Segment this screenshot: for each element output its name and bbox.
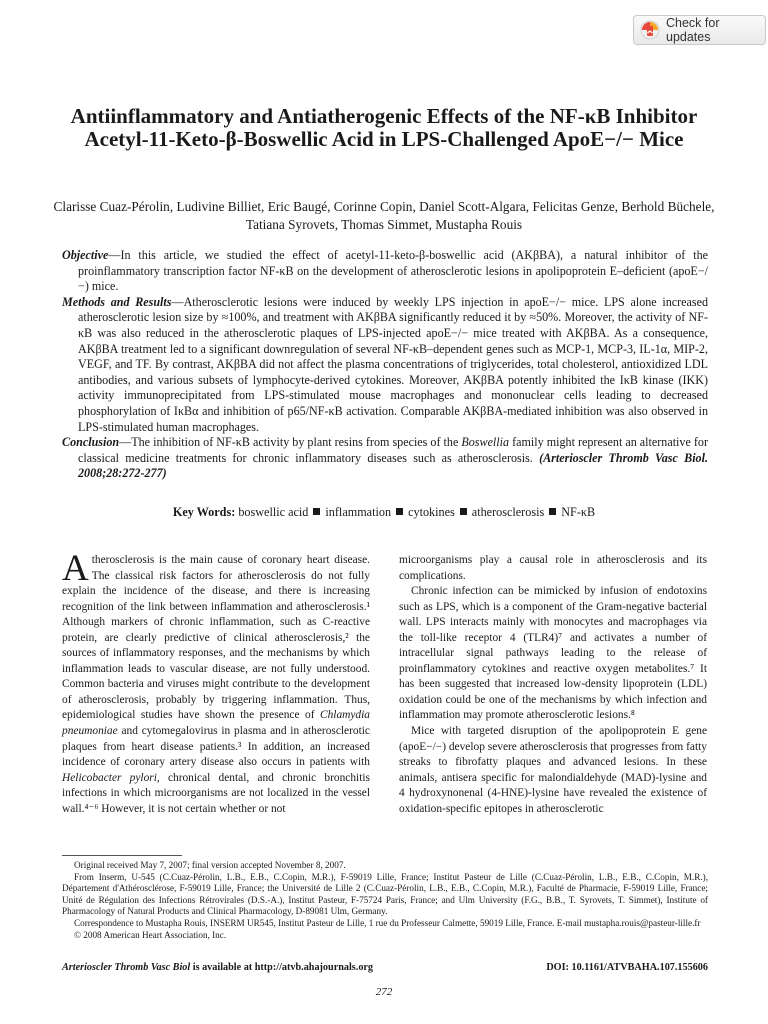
body-paragraph: microorganisms play a causal role in atherosclerosis and its complications. (399, 554, 707, 582)
body-column-left (62, 548, 370, 817)
body-paragraph: Chronic infection can be mimicked by infusion of endotoxins such as LPS, which is a component of the Gram-negative bacterial wall. LPS interacts mainly with monocytes and macrophages via the toll-like receptor 4 (TLR4)⁷ and activates a number of intracellular signal pathways leading to the release of proinflammatory cytokines and reactive oxygen metabolites.⁷ It has been suggested that increased low-density lipoprotein (LDL) oxidation could be one of the mechanisms by which infection and inflammation may promote atherosclerotic lesions.⁸ (399, 585, 707, 722)
abstract-methods (62, 295, 708, 435)
keyword: NF-κB (561, 505, 596, 519)
keywords-label: Key Words: (172, 505, 236, 519)
intro-text-a: therosclerosis is the main cause of coronary heart disease. The classical risk factors for atherosclerosis do not fully explain the incidence of the disease, and there is increasing recognition of the link between inflammation and atherosclerosis.¹ Although markers of chronic inflammation, such as C-reactive protein, are clearly predictive of clinical atherosclerosis,² the sources of inflammatory responses, and the mechanisms by which inflammation leads to vascular disease, are not fully understood. Common bacteria and viruses might contribute to the development of atherosclerosis, probably by triggering inflammation. Thus, epidemiological studies have shown the presence of (62, 554, 370, 722)
article-title: Antiinflammatory and Antiatherogenic Effects of the NF-κB Inhibitor Acetyl-11-Keto-β-Boswellic Acid in LPS-Challenged ApoE−/− Mice (70, 104, 698, 151)
journal-name: Arterioscler Thromb Vasc Biol (62, 962, 191, 973)
species-helicobacter: Helicobacter pylori (62, 771, 157, 784)
check-for-updates-button[interactable] (633, 15, 766, 45)
bullet-square-icon (396, 508, 403, 515)
keyword: cytokines (408, 505, 455, 519)
body-paragraph: Mice with targeted disruption of the apolipoprotein E gene (apoE−/−) develop severe atherosclerosis that progresses from fatty streaks to fibrofatty plaques and advanced lesions. In these animals, antisera specific for malondialdehyde (MAD)-lysine and 4 hydroxynonenal (4-HNE)-lysine have revealed the existence of oxidation-specific epitopes in atherosclerotic (399, 725, 707, 815)
author-list: Clarisse Cuaz-Pérolin, Ludivine Billiet, Eric Baugé, Corinne Copin, Daniel Scott-Algara, Felicitas Genze, Berhold Büchele, Tatiana Syrovets, Thomas Simmet, Mustapha Rouis (53, 199, 715, 232)
body-column-right (399, 553, 707, 817)
keyword: boswellic acid (238, 505, 309, 519)
footnotes (62, 860, 708, 941)
conclusion-text-a: —The inhibition of NF-κB activity by plant resins from species of the (119, 435, 462, 450)
doi[interactable]: DOI: 10.1161/ATVBAHA.107.155606 (546, 962, 708, 973)
abstract (62, 248, 708, 482)
key-words (40, 505, 728, 520)
intro-text-b: and cytomegalovirus in plasma and in atherosclerotic plaques from heart disease patients.³ In addition, an increased incidence of coronary artery disease also occurs in patients with (62, 725, 370, 769)
keyword: atherosclerosis (471, 505, 545, 519)
journal-availability (62, 962, 373, 973)
conclusion-genus: Boswellia (461, 435, 510, 450)
bullet-square-icon (549, 508, 556, 515)
journal-citation: (Arterioscler Thromb Vasc Biol. 2008;28:272-277) (78, 450, 708, 481)
bullet-square-icon (460, 508, 467, 515)
copyright-note: © 2008 American Heart Association, Inc. (74, 929, 227, 940)
intro-paragraph (62, 548, 370, 817)
bullet-square-icon (313, 508, 320, 515)
objective-text: —In this article, we studied the effect of acetyl-11-keto-β-boswellic acid (AKβBA), a natural inhibitor of the proinflammatory transcription factor NF-κB on the development of atherosclerotic lesions in apolipoprotein E–deficient (apoE−/−) mice. (78, 248, 708, 294)
journal-url-text[interactable]: is available at http://atvb.ahajournals.org (190, 962, 374, 973)
species-chlamydia: Chlamydia pneumoniae (62, 709, 370, 738)
methods-text: —Atherosclerotic lesions were induced by weekly LPS injection in apoE−/− mice. LPS alone increased atherosclerotic lesion size by ≈100%, and treatment with AKβBA significantly reduced it by ≈50%. Moreover, the activity of NF-κB was also reduced in the atherosclerotic plaques of LPS-injected apoE−/− mice treated with AKβBA. As a consequence, AKβBA treatment led to a significant downregulation of several NF-κB–dependent genes such as MCP-1, MCP-3, IL-1α, MIP-2, VEGF, and TF. By contrast, AKβBA did not affect the plasma concentrations of triglycerides, total cholesterol, antioxidized LDL antibodies, and various subsets of lymphocyte-derived cytokines. Moreover, AKβBA potently inhibited the IκB kinase (IKK) activity immunoprecipitated from LPS-stimulated mouse macrophages and mononuclear cells leading to decreased phosphorylation of IκBα and inhibition of p65/NF-κB activation. Comparable AKβBA-mediated inhibition was also observed in LPS-stimulated human macrophages. (78, 294, 708, 434)
conclusion-label: Conclusion (62, 435, 120, 450)
correspondence-note: Correspondence to Mustapha Rouis, INSERM UR545, Institut Pasteur de Lille, 1 rue du Professeur Calmette, 59019 Lille, France. E-mail mustapha.rouis@pasteur-lille.fr (74, 917, 701, 928)
affiliations-note: From Inserm, U-545 (C.Cuaz-Pérolin, L.B., E.B., C.Copin, M.R.), F-59019 Lille, France; Institut Pasteur de Lille (C.Cuaz-Pérolin, L.B., E.B., C.Copin, M.R.), Département d'Athérosclérose, F-59019 Lille, France; the Université de Lille 2 (C.Cuaz-Pérolin, L.B., E.B., C.Copin, M.R.), Faculté de Pharmacie, F-59019 Lille, France; Unité de Régulation des Infections Rétrovirales (D.S.-A.), Institut Pasteur, F-75724 Paris, France; and Ulm University (F.G., B.B., T. Syrovets, T. Simmet), Institute of Pharmacology of Natural Products and Clinical Pharmacology, D-89081 Ulm, Germany. (62, 871, 708, 917)
abstract-conclusion (62, 435, 708, 482)
objective-label: Objective (62, 248, 109, 262)
methods-label: Methods and Results (62, 294, 172, 309)
keyword: inflammation (325, 505, 392, 519)
crossmark-icon (640, 20, 660, 40)
page-number: 272 (375, 986, 393, 998)
received-note: Original received May 7, 2007; final version accepted November 8, 2007. (74, 860, 346, 870)
check-for-updates-label: Check for updates (666, 16, 720, 44)
drop-cap: A (62, 548, 89, 589)
abstract-objective (62, 248, 708, 295)
conclusion-text-b: family might represent an alternative for classical medicine treatments for chronic inflammatory diseases such as atherosclerosis. (78, 435, 708, 465)
intro-text-c: , chronical dental, and chronic bronchitis infections in which microorganisms are not localized in the vessel wall.⁴⁻⁶ However, it is not certain whether or not (62, 771, 370, 815)
footnote-divider (62, 855, 182, 856)
